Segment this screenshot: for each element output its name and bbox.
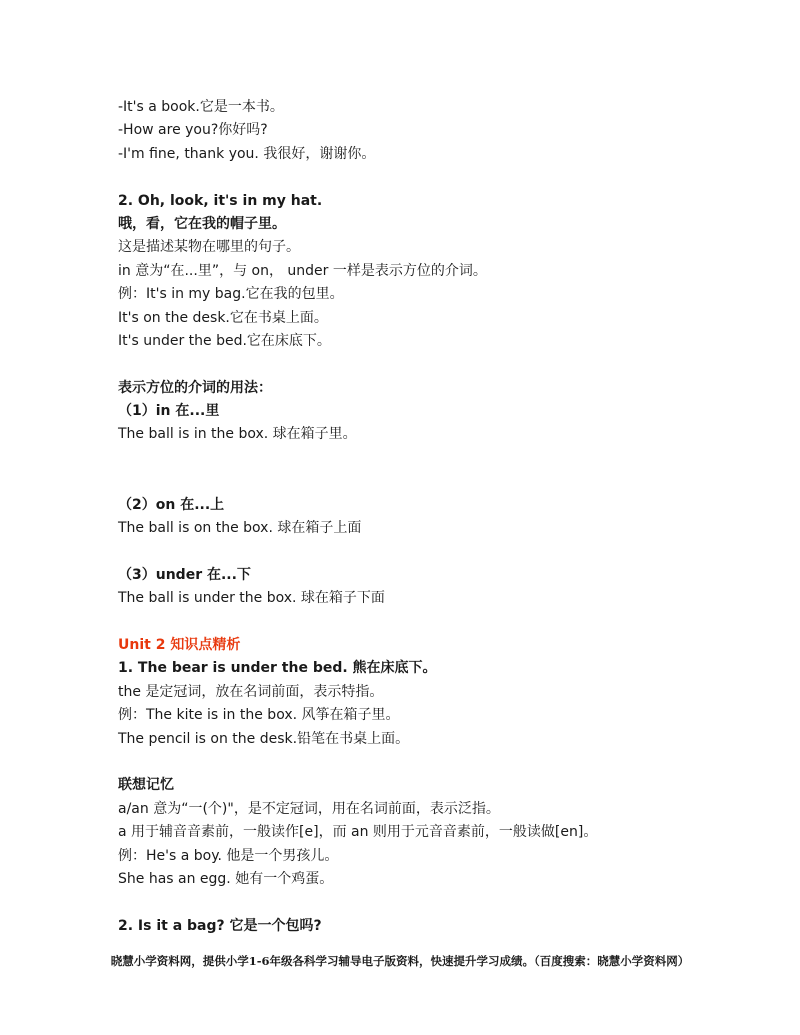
dialogue-line: -It's a book.它是一本书。 [118,99,284,115]
dialogue-line: -I'm fine, thank you. 我很好，谢谢你。 [118,145,376,162]
prepositions-heading: 表示方位的介词的用法： [118,379,272,396]
preposition-example: The ball is on the box. 球在箱子上面 [118,520,362,537]
example-line: 例：It's in my bag.它在我的包里。 [118,286,344,303]
example-line: It's under the bed.它在床底下。 [118,332,331,349]
explanation-line: a/an 意为“一(个)"，是不定冠词，用在名词前面，表示泛指。 [118,800,500,817]
document-body [118,96,758,938]
preposition-title: （2）on 在...上 [118,496,225,513]
preposition-example: The ball is in the box. 球在箱子里。 [118,426,357,443]
explanation-line: in 意为“在...里”，与 on， under 一样是表示方位的介词。 [118,262,487,279]
section-heading-translation: 哦，看，它在我的帽子里。 [118,215,286,232]
explanation-line: the 是定冠词，放在名词前面，表示特指。 [118,683,384,700]
dialogue-line: -How are you?你好吗? [118,122,268,139]
example-line: She has an egg. 她有一个鸡蛋。 [118,870,334,887]
example-line: It's on the desk.它在书桌上面。 [118,309,328,326]
example-line: 例：The kite is in the box. 风筝在箱子里。 [118,707,400,724]
preposition-title: （1）in 在...里 [118,403,220,420]
explanation-line: a 用于辅音音素前，一般读作[e]，而 an 则用于元音音素前，一般读做[en]。 [118,824,598,841]
section-heading: 2. Oh, look, it's in my hat. [118,192,323,209]
section-heading: 2. Is it a bag? 它是一个包吗? [118,917,322,934]
example-line: The pencil is on the desk.铅笔在书桌上面。 [118,730,410,747]
preposition-example: The ball is under the box. 球在箱子下面 [118,590,385,607]
association-heading: 联想记忆 [118,777,174,794]
explanation-line: 这是描述某物在哪里的句子。 [118,239,300,256]
page-footer: 晓慧小学资料网，提供小学1-6年级各科学习辅导电子版资料，快速提升学习成绩。（百度搜索：晓慧小学资料网） [110,954,690,968]
unit-title: Unit 2 知识点精析 [118,637,241,653]
preposition-title: （3）under 在...下 [118,566,251,583]
example-line: 例：He's a boy. 他是一个男孩儿。 [118,847,339,864]
section-heading: 1. The bear is under the bed. 熊在床底下。 [118,660,437,677]
